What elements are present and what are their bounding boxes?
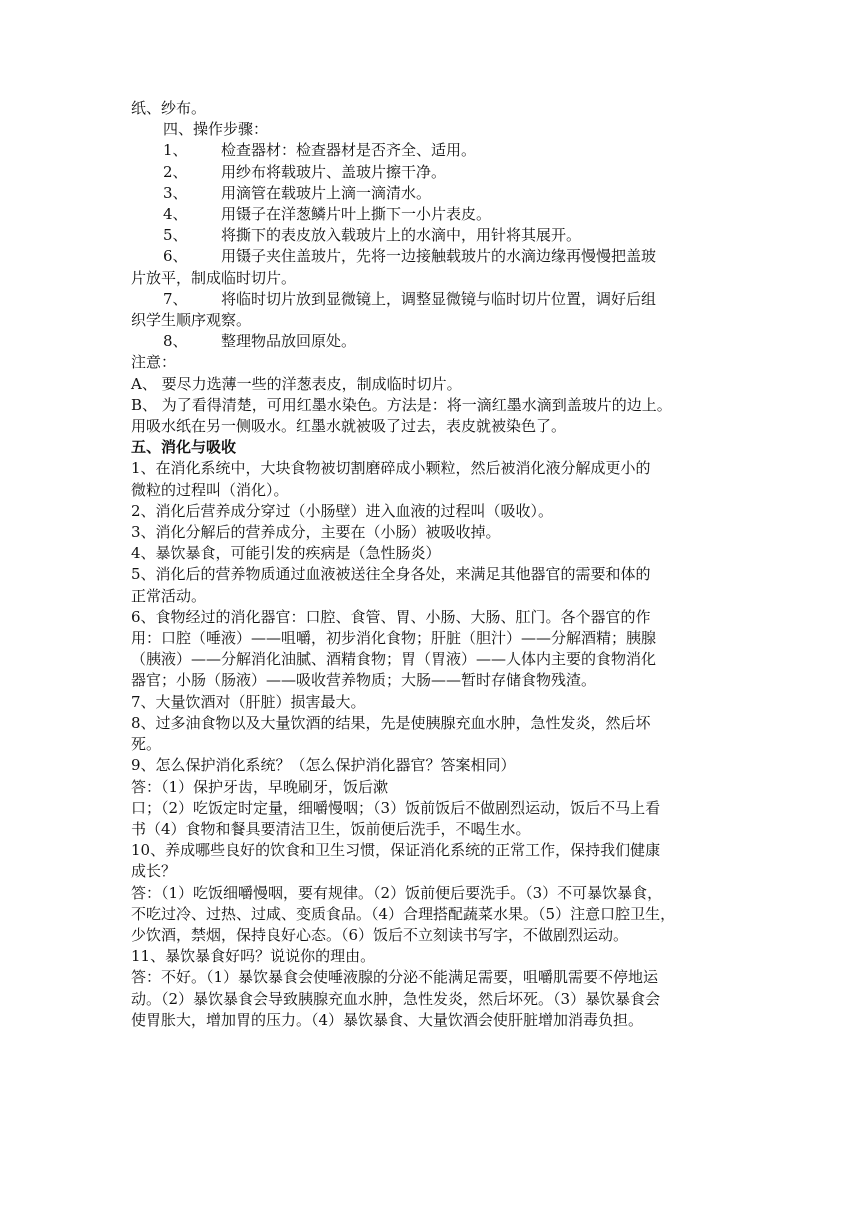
- step-number: 3、: [163, 183, 188, 202]
- text-line: 1、在消化系统中，大块食物被切割磨碎成小颗粒，然后被消化液分解成更小的: [131, 459, 651, 478]
- step-item: [131, 225, 731, 246]
- step-text: 用滴管在载玻片上滴一滴清水。: [221, 183, 432, 202]
- step-text: 用纱布将载玻片、盖玻片擦干净。: [221, 162, 447, 181]
- step-text: 检查器材：检查器材是否齐全、适用。: [221, 141, 477, 160]
- text-line: 2、消化后营养成分穿过（小肠壁）进入血液的过程叫（吸收）。: [131, 501, 554, 520]
- text-line: 3、消化分解后的营养成分，主要在（小肠）被吸收掉。: [131, 523, 501, 542]
- text-line: 动。（2）暴饮暴食会导致胰腺充血水肿，急性发炎，然后坏死。（3）暴饮暴食会: [131, 989, 661, 1008]
- text-line: 正常活动。: [131, 586, 207, 605]
- text-line: 书（4）食物和餐具要清洁卫生，饭前便后洗手，不喝生水。: [131, 819, 531, 838]
- text-line: 成长？: [131, 862, 177, 881]
- text-line: 9、怎么保护消化系统？（怎么保护消化器官？答案相同）: [131, 756, 516, 775]
- step-item: [131, 204, 731, 225]
- note-item-continuation: 用吸水纸在另一侧吸水。红墨水就被吸了过去，表皮就被染色了。: [131, 417, 567, 436]
- step-item: [131, 246, 731, 267]
- text-line: 使胃胀大，增加胃的压力。（4）暴饮暴食、大量饮酒会使肝脏增加消毒负担。: [131, 1010, 644, 1029]
- note-item: B、 为了看得清楚，可用红墨水染色。方法是：将一滴红墨水滴到盖玻片的边上。: [131, 395, 672, 414]
- text-line: 答：（1）吃饭细嚼慢咽，要有规律。（2）饭前便后要洗手。（3）不可暴饮暴食，: [131, 883, 663, 902]
- step-text: 整理物品放回原处。: [221, 332, 357, 351]
- text-line: 少饮酒，禁烟，保持良好心态。（6）饭后不立刻读书写字，不做剧烈运动。: [131, 925, 629, 944]
- step-text: 将临时切片放到显微镜上，调整显微镜与临时切片位置，调好后组: [221, 289, 657, 308]
- step-number: 1、: [163, 141, 188, 160]
- note-heading: 注意：: [131, 353, 177, 372]
- text-line: （胰液）——分解消化油腻、酒精食物；胃（胃液）——人体内主要的食物消化: [131, 650, 657, 669]
- step-item: [131, 140, 731, 161]
- text-line: 11、暴饮暴食好吗？说说你的理由。: [131, 947, 376, 966]
- step-item: [131, 331, 731, 352]
- step-item: [131, 162, 731, 183]
- text-line: 死。: [131, 735, 162, 754]
- step-number: 5、: [163, 226, 188, 245]
- text-line: 用：口腔（唾液）——咀嚼，初步消化食物；肝脏（胆汁）——分解酒精；胰腺: [131, 629, 657, 648]
- note-item: A、 要尽力选薄一些的洋葱表皮，制成临时切片。: [131, 374, 462, 393]
- step-text: 用镊子在洋葱鳞片叶上撕下一小片表皮。: [221, 205, 492, 224]
- step-number: 8、: [163, 332, 188, 351]
- text-line: 口；（2）吃饭定时定量，细嚼慢咽；（3）饭前饭后不做剧烈运动，饭后不马上看: [131, 798, 661, 817]
- text-line: 微粒的过程叫（消化）。: [131, 480, 289, 499]
- text-line: 器官；小肠（肠液）——吸收营养物质；大肠——暂时存储食物残渣。: [131, 671, 597, 690]
- step-continuation: 织学生顺序观察。: [131, 311, 252, 330]
- text-line: 7、大量饮酒对（肝脏）损害最大。: [131, 692, 366, 711]
- text-line: 不吃过冷、过热、过咸、变质食品。（4）合理搭配蔬菜水果。（5）注意口腔卫生，: [131, 904, 676, 923]
- text-line: 答：不好。（1）暴饮暴食会使唾液腺的分泌不能满足需要，咀嚼肌需要不停地运: [131, 968, 659, 987]
- step-text: 用镊子夹住盖玻片，先将一边接触载玻片的水滴边缘再慢慢把盖玻: [221, 247, 657, 266]
- text-line: 纸、纱布。: [131, 99, 207, 117]
- text-line: 8、过多油食物以及大量饮酒的结果，先是使胰腺充血水肿，急性发炎，然后坏: [131, 713, 651, 732]
- step-number: 7、: [163, 289, 188, 308]
- step-text: 将撕下的表皮放入载玻片上的水滴中，用针将其展开。: [221, 226, 582, 245]
- step-item: [131, 183, 731, 204]
- step-continuation: 片放平，制成临时切片。: [131, 268, 297, 287]
- text-line: 10、养成哪些良好的饮食和卫生习惯，保证消化系统的正常工作，保持我们健康: [131, 841, 661, 860]
- step-number: 6、: [163, 247, 188, 266]
- step-number: 2、: [163, 162, 188, 181]
- document-body: [131, 98, 731, 1031]
- section-heading: 四、操作步骤：: [163, 120, 269, 139]
- text-line: 4、暴饮暴食，可能引发的疾病是（急性肠炎）: [131, 544, 441, 563]
- step-item: [131, 289, 731, 310]
- step-number: 4、: [163, 205, 188, 224]
- section-title: 五、消化与吸收: [131, 438, 237, 457]
- text-line: 5、消化后的营养物质通过血液被送往全身各处，来满足其他器官的需要和体的: [131, 565, 651, 584]
- text-line: 答：（1）保护牙齿，早晚刷牙，饭后漱: [131, 777, 389, 796]
- text-line: 6、食物经过的消化器官：口腔、食管、胃、小肠、大肠、肛门。各个器官的作: [131, 607, 651, 626]
